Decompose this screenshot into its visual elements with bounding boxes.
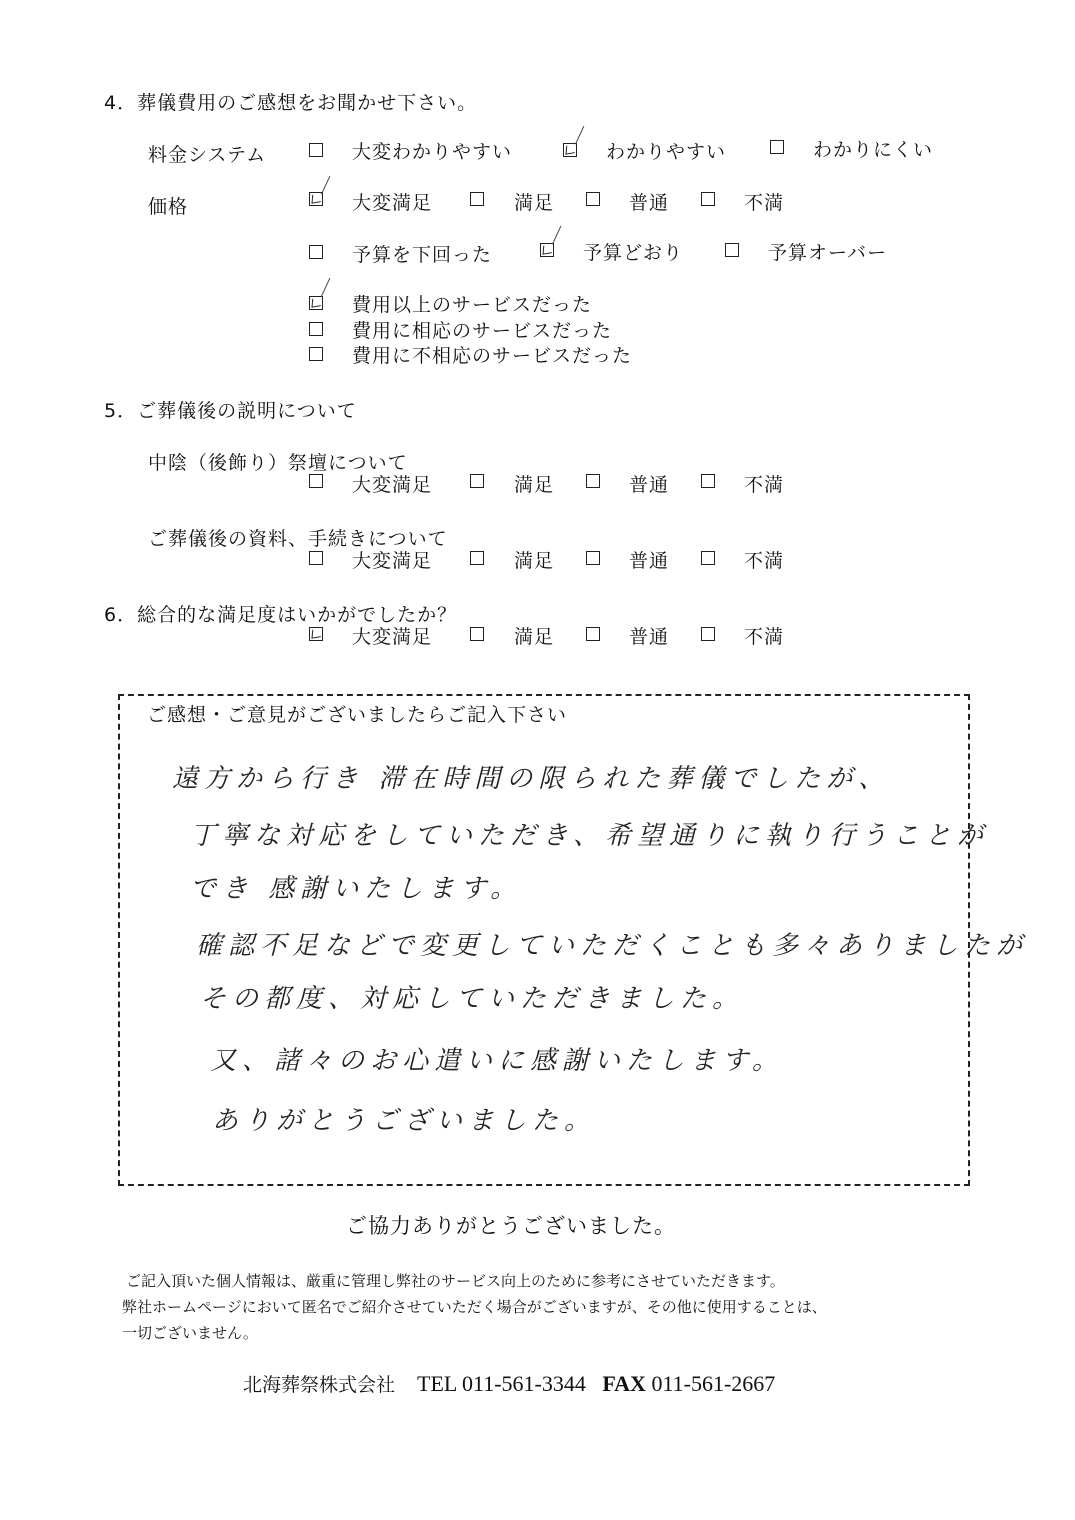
checkbox-altar-normal[interactable] (586, 474, 600, 488)
privacy-note-line-1: ご記入頂いた個人情報は、厳重に管理し弊社のサービス向上のために参考にさせていただきます。 (126, 1272, 785, 1290)
comment-line-3: でき 感謝いたします。 (190, 874, 523, 904)
checkbox-price-satisfied[interactable] (470, 192, 484, 206)
comment-box-title: ご感想・ご意見がございましたらご記入下さい (147, 704, 568, 726)
option-price-satisfied: 満足 (514, 192, 555, 214)
option-docs-satisfied: 満足 (514, 550, 555, 572)
checkbox-docs-normal[interactable] (586, 551, 600, 565)
company-footer (243, 1370, 775, 1397)
company-name: 北海葬祭株式会社 (243, 1374, 396, 1396)
option-overall-satisfied: 満足 (514, 626, 555, 648)
option-altar-dissatisfied: 不満 (744, 474, 785, 496)
option-overall-normal: 普通 (629, 626, 670, 648)
option-service-matching-cost: 費用に相応のサービスだった (352, 320, 613, 342)
option-docs-very-satisfied: 大変満足 (352, 550, 433, 572)
checkbox-overall-very-satisfied[interactable] (309, 627, 323, 641)
checkbox-price-normal[interactable] (586, 192, 600, 206)
checkbox-overall-normal[interactable] (586, 627, 600, 641)
checkbox-docs-satisfied[interactable] (470, 551, 484, 565)
checkbox-altar-satisfied[interactable] (470, 474, 484, 488)
comment-line-6: 又、諸々のお心遣いに感謝いたします。 (210, 1046, 784, 1076)
checkbox-altar-very-satisfied[interactable] (309, 474, 323, 488)
checkbox-fee-clear[interactable] (563, 143, 577, 157)
checkbox-price-dissatisfied[interactable] (701, 192, 715, 206)
checkbox-overall-satisfied[interactable] (470, 627, 484, 641)
option-altar-very-satisfied: 大変満足 (352, 474, 433, 496)
option-overall-dissatisfied: 不満 (744, 626, 785, 648)
checkbox-docs-very-satisfied[interactable] (309, 551, 323, 565)
checkbox-budget-as-planned[interactable] (540, 243, 554, 257)
checkbox-docs-dissatisfied[interactable] (701, 551, 715, 565)
option-altar-normal: 普通 (629, 474, 670, 496)
checkmark-icon (575, 126, 584, 145)
comment-line-4: 確認不足などで変更していただくことも多々ありましたが (196, 931, 1029, 961)
checkmark-icon (321, 278, 330, 297)
option-fee-clear: わかりやすい (606, 141, 727, 163)
comment-line-5: その都度、対応していただきました。 (200, 984, 745, 1014)
documents-label: ご葬儀後の資料、手続きについて (148, 528, 448, 550)
q5-title: 5．ご葬儀後の説明について (104, 400, 357, 422)
q6-title: 6．総合的な満足度はいかがでしたか？ (104, 604, 458, 626)
checkbox-service-matching-cost[interactable] (309, 322, 323, 336)
comment-line-1: 遠方から行き 滞在時間の限られた葬儀でしたが、 (172, 764, 891, 794)
checkbox-overall-dissatisfied[interactable] (701, 627, 715, 641)
option-price-very-satisfied: 大変満足 (352, 192, 433, 214)
option-fee-unclear: わかりにくい (813, 139, 934, 161)
price-label: 価格 (148, 196, 189, 218)
checkbox-altar-dissatisfied[interactable] (701, 474, 715, 488)
checkmark-icon (321, 176, 330, 195)
checkmark-icon (552, 226, 561, 245)
thanks-message: ご協力ありがとうございました。 (346, 1214, 676, 1238)
tel-label: TEL (417, 1371, 457, 1396)
checkbox-service-above-cost[interactable] (309, 296, 323, 310)
checkbox-budget-over[interactable] (725, 243, 739, 257)
option-budget-over: 予算オーバー (768, 242, 888, 264)
privacy-note-line-2: 弊社ホームページにおいて匿名でご紹介させていただく場合がございますが、その他に使用することは、 (122, 1298, 827, 1316)
checkbox-service-below-cost[interactable] (309, 347, 323, 361)
tel-number: 011-561-3344 (462, 1371, 586, 1396)
checkbox-budget-under[interactable] (309, 245, 323, 259)
checkbox-fee-very-clear[interactable] (309, 143, 323, 157)
altar-label: 中陰（後飾り）祭壇について (148, 452, 408, 474)
comment-line-7: ありがとうございました。 (212, 1106, 597, 1136)
privacy-note-line-3: 一切ございません。 (122, 1324, 258, 1342)
option-fee-very-clear: 大変わかりやすい (352, 141, 513, 163)
option-altar-satisfied: 満足 (514, 474, 555, 496)
option-docs-normal: 普通 (629, 550, 670, 572)
option-overall-very-satisfied: 大変満足 (352, 626, 433, 648)
option-service-above-cost: 費用以上のサービスだった (352, 294, 593, 316)
option-price-dissatisfied: 不満 (744, 192, 785, 214)
option-budget-as-planned: 予算どおり (583, 242, 684, 264)
option-price-normal: 普通 (629, 192, 670, 214)
checkbox-fee-unclear[interactable] (770, 140, 784, 154)
fax-number: 011-561-2667 (651, 1371, 776, 1396)
comment-line-2: 丁寧な対応をしていただき、希望通りに執り行うことが (190, 821, 989, 851)
option-docs-dissatisfied: 不満 (744, 550, 785, 572)
q4-title: 4．葬儀費用のご感想をお聞かせ下さい。 (104, 92, 478, 114)
option-budget-under: 予算を下回った (352, 244, 493, 266)
option-service-below-cost: 費用に不相応のサービスだった (352, 345, 633, 367)
fee-system-label: 料金システム (148, 144, 267, 166)
fax-label: FAX (602, 1371, 646, 1396)
